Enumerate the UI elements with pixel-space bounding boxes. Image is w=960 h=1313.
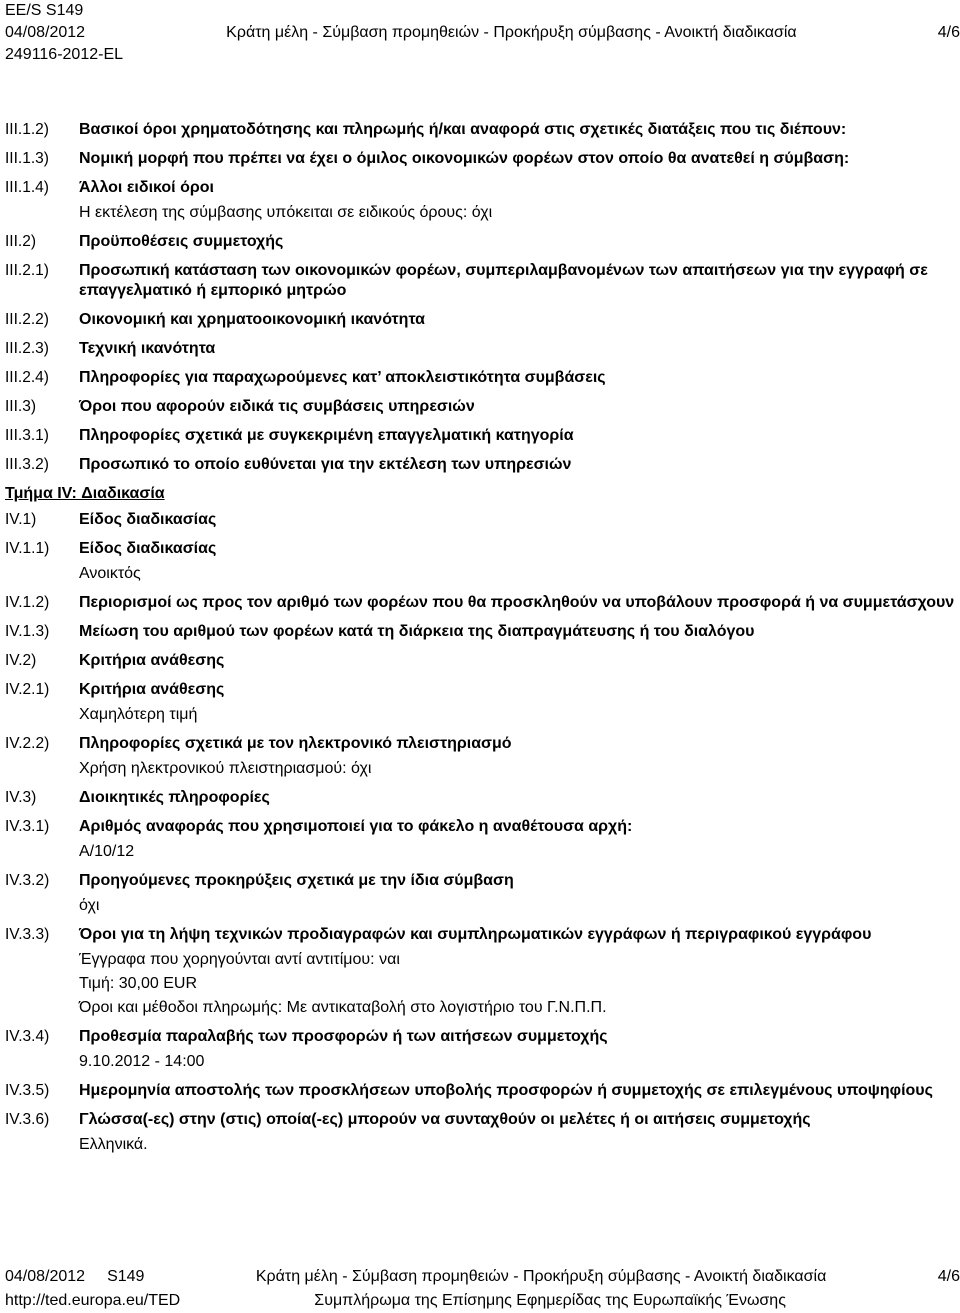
section-number: III.2.4) — [5, 369, 49, 386]
section-value: Έγγραφα που χορηγούνται αντί αντιτίμου: ναι — [79, 951, 400, 968]
section-content — [79, 232, 960, 252]
section-content — [79, 788, 960, 808]
section-number: III.1.3) — [5, 150, 49, 167]
section-title: Τεχνική ικανότητα — [79, 340, 216, 357]
section-item — [5, 871, 960, 916]
section-content — [79, 539, 960, 584]
section-content — [79, 651, 960, 671]
section-title: Νομική μορφή που πρέπει να έχει ο όμιλος οικονομικών φορέων στον οποίο θα ανατεθεί η σύμβαση: — [79, 150, 850, 167]
section-item — [5, 651, 960, 671]
footer-page: 4/6 — [937, 1268, 960, 1285]
section-item — [5, 232, 960, 252]
section-title: Πληροφορίες σχετικά με συγκεκριμένη επαγγελματική κατηγορία — [79, 427, 574, 444]
section-title: Άλλοι ειδικοί όροι — [79, 179, 214, 196]
section-title: Αριθμός αναφοράς που χρησιμοποιεί για το φάκελο η αναθέτουσα αρχή: — [79, 818, 633, 835]
section-content — [79, 1027, 960, 1072]
section-value: όχι — [79, 897, 100, 914]
section-content — [79, 368, 960, 388]
section-number: III.2.1) — [5, 262, 49, 279]
section-number: III.1.4) — [5, 179, 49, 196]
footer-title: Κράτη μέλη - Σύμβαση προμηθειών - Προκήρυξη σύμβασης - Ανοικτή διαδικασία — [255, 1268, 827, 1285]
section-item — [5, 310, 960, 330]
header-date: 04/08/2012 — [5, 24, 86, 41]
section-content — [79, 261, 960, 301]
footer-date: 04/08/2012 — [5, 1268, 86, 1285]
section-title: Είδος διαδικασίας — [79, 540, 217, 557]
section-content — [79, 622, 960, 642]
header-title: Κράτη μέλη - Σύμβαση προμηθειών - Προκήρυξη σύμβασης - Ανοικτή διαδικασία — [226, 24, 797, 41]
section-value: Α/10/12 — [79, 843, 135, 860]
section-number: III.2.2) — [5, 311, 49, 328]
section-content — [79, 310, 960, 330]
section-item — [5, 1081, 960, 1101]
section-content — [79, 1110, 960, 1155]
section-title: Προσωπικό το οποίο ευθύνεται για την εκτέλεση των υπηρεσιών — [79, 456, 572, 473]
section-title: Οικονομική και χρηματοοικονομική ικανότητα — [79, 311, 425, 328]
header-code: EE/S S149 — [5, 2, 84, 19]
section-item — [5, 680, 960, 725]
section-title: Προσωπική κατάσταση των οικονομικών φορέων, συμπεριλαμβανομένων των απαιτήσεων για την εγγραφή σε επαγγελματικό ή εμπορικό μητρώο — [79, 262, 928, 299]
section-number: IV.1.2) — [5, 594, 50, 611]
section-number: IV.3.3) — [5, 926, 50, 943]
header-page: 4/6 — [937, 24, 960, 41]
section-number: IV.3.6) — [5, 1111, 50, 1128]
section-item — [5, 339, 960, 359]
page-header — [5, 0, 960, 66]
section-item — [5, 1027, 960, 1072]
section-title: Όροι που αφορούν ειδικά τις συμβάσεις υπηρεσιών — [79, 398, 475, 415]
section-content — [79, 593, 960, 613]
section-content — [79, 426, 960, 446]
section-title: Κριτήρια ανάθεσης — [79, 681, 225, 698]
section-content — [79, 734, 960, 779]
section-number: III.3.1) — [5, 427, 49, 444]
section-number: IV.3.4) — [5, 1028, 50, 1045]
section-item — [5, 593, 960, 613]
section-item — [5, 734, 960, 779]
section-content — [79, 510, 960, 530]
section-title: Μείωση του αριθμού των φορέων κατά τη διάρκεια της διαπραγμάτευσης ή του διαλόγου — [79, 623, 755, 640]
section-item — [5, 510, 960, 530]
section-number: IV.3.1) — [5, 818, 50, 835]
section-number: IV.1.3) — [5, 623, 50, 640]
footer-url[interactable]: http://ted.europa.eu/TED — [5, 1292, 181, 1309]
section-content — [79, 455, 960, 475]
section-content — [79, 149, 960, 169]
section-number: IV.2) — [5, 652, 37, 669]
section-value: Χρήση ηλεκτρονικού πλειστηριασμού: όχι — [79, 760, 372, 777]
section-title: Πληροφορίες για παραχωρούμενες κατ’ αποκλειστικότητα συμβάσεις — [79, 369, 606, 386]
section-title: Γλώσσα(-ες) στην (στις) οποία(-ες) μπορούν να συνταχθούν οι μελέτες ή οι αιτήσεις συμμετοχής — [79, 1111, 811, 1128]
section-number: III.2) — [5, 233, 37, 250]
section-content — [79, 120, 960, 140]
section-title: Όροι για τη λήψη τεχνικών προδιαγραφών και συμπληρωματικών εγγράφων ή περιγραφικού εγγράφου — [79, 926, 872, 943]
section-item — [5, 1110, 960, 1155]
section-number: IV.1) — [5, 511, 37, 528]
section-number: IV.3.2) — [5, 872, 50, 889]
section-item — [5, 455, 960, 475]
section-title: Προηγούμενες προκηρύξεις σχετικά με την ίδια σύμβαση — [79, 872, 514, 889]
section-value: Ελληνικά. — [79, 1136, 148, 1153]
section-value: Η εκτέλεση της σύμβασης υπόκειται σε ειδικούς όρους: όχι — [79, 204, 493, 221]
section-title: Προϋποθέσεις συμμετοχής — [79, 233, 284, 250]
section-content — [79, 871, 960, 916]
section-value: Τιμή: 30,00 EUR — [79, 975, 198, 992]
section-value: Όροι και μέθοδοι πληρωμής: Με αντικαταβολή στο λογιστήριο του Γ.Ν.Π.Π. — [79, 999, 607, 1016]
section-number: IV.2.2) — [5, 735, 50, 752]
section-item — [5, 817, 960, 862]
section-title: Διοικητικές πληροφορίες — [79, 789, 270, 806]
section-number: IV.3.5) — [5, 1082, 50, 1099]
section-item — [5, 120, 960, 140]
section-content — [79, 1081, 960, 1101]
part-title: Τμήμα IV: Διαδικασία — [5, 485, 165, 502]
section-value: Χαμηλότερη τιμή — [79, 706, 198, 723]
section-number: III.3) — [5, 398, 37, 415]
section-title: Βασικοί όροι χρηματοδότησης και πληρωμής ή/και αναφορά στις σχετικές διατάξεις που τις διέπουν: — [79, 121, 847, 138]
section-number: III.2.3) — [5, 340, 49, 357]
section-title: Πληροφορίες σχετικά με τον ηλεκτρονικό πλειστηριασμό — [79, 735, 512, 752]
section-content — [79, 339, 960, 359]
section-item — [5, 149, 960, 169]
section-item — [5, 622, 960, 642]
section-content — [79, 680, 960, 725]
section-content — [79, 925, 960, 1018]
section-value: Ανοικτός — [79, 565, 141, 582]
section-item — [5, 261, 960, 301]
section-item — [5, 397, 960, 417]
section-content — [79, 397, 960, 417]
footer-supplement: Συμπλήρωμα της Επίσημης Εφημερίδας της Ευρωπαϊκής Ένωσης — [314, 1292, 786, 1309]
section-title: Ημερομηνία αποστολής των προσκλήσεων υποβολής προσφορών ή συμμετοχής σε επιλεγμένους υποψηφίους — [79, 1082, 933, 1099]
section-number: IV.2.1) — [5, 681, 50, 698]
section-title: Προθεσμία παραλαβής των προσφορών ή των αιτήσεων συμμετοχής — [79, 1028, 608, 1045]
section-iv-list — [5, 510, 960, 1155]
section-item — [5, 178, 960, 223]
section-item — [5, 426, 960, 446]
footer-series: S149 — [107, 1268, 145, 1285]
section-number: IV.3) — [5, 789, 37, 806]
section-content — [79, 817, 960, 862]
section-value: 9.10.2012 - 14:00 — [79, 1053, 205, 1070]
section-item — [5, 368, 960, 388]
section-number: IV.1.1) — [5, 540, 50, 557]
header-doc-id: 249116-2012-EL — [5, 46, 124, 63]
section-item — [5, 788, 960, 808]
section-number: III.1.2) — [5, 121, 49, 138]
section-content — [79, 178, 960, 223]
document-body — [5, 120, 960, 1164]
section-item — [5, 539, 960, 584]
section-title: Περιορισμοί ως προς τον αριθμό των φορέων που θα προσκληθούν να υποβάλουν προσφορά ή να συμμετάσχουν — [79, 594, 955, 611]
section-title: Είδος διαδικασίας — [79, 511, 217, 528]
section-title: Κριτήρια ανάθεσης — [79, 652, 225, 669]
section-item — [5, 925, 960, 1018]
section-iii-list — [5, 120, 960, 475]
section-number: III.3.2) — [5, 456, 49, 473]
page-footer — [5, 1265, 960, 1313]
